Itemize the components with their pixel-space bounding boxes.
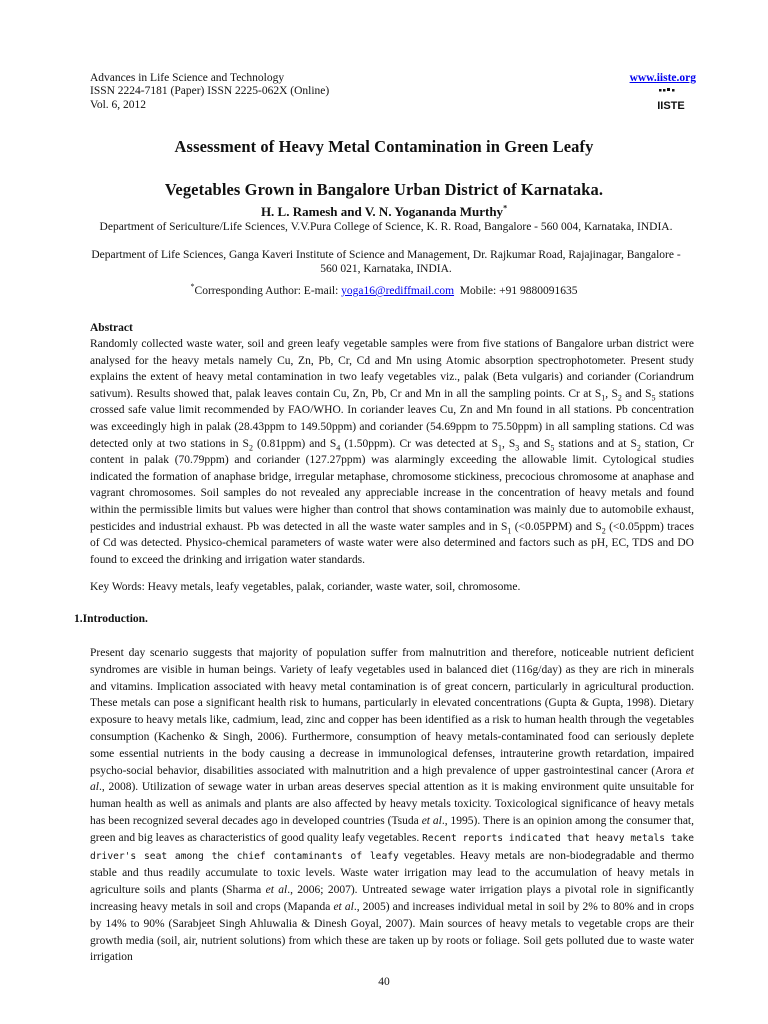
corresponding-mark: * bbox=[190, 282, 195, 292]
corresponding-author bbox=[0, 282, 768, 297]
mobile-number: Mobile: +91 9880091635 bbox=[459, 285, 578, 297]
abstract-heading: Abstract bbox=[90, 322, 133, 334]
journal-url-link[interactable]: www.iiste.org bbox=[629, 72, 696, 84]
iiste-logo-icon bbox=[657, 88, 685, 112]
page-number: 40 bbox=[378, 976, 390, 988]
affiliation-2: Department of Life Sciences, Ganga Kaveri Institute of Science and Management, Dr. Rajkumar Road, Rajajinagar, Bangalore - 560 021, Karnataka, INDIA. bbox=[91, 249, 681, 275]
section-number: 1. bbox=[74, 613, 83, 625]
paper-title-line-2: Vegetables Grown in Bangalore Urban District of Karnataka. bbox=[164, 180, 604, 199]
corresponding-label: Corresponding Author: E-mail: bbox=[194, 285, 342, 297]
journal-name: Advances in Life Science and Technology bbox=[90, 72, 285, 84]
author-mark: * bbox=[503, 203, 508, 213]
author-names: H. L. Ramesh and V. N. Yogananda Murthy bbox=[260, 204, 504, 219]
logo-text: IISTE bbox=[657, 100, 685, 112]
affiliation-1: Department of Sericulture/Life Sciences, V.V.Pura College of Science, K. R. Road, Bangalore - 560 004, Karnataka, INDIA. bbox=[99, 221, 673, 233]
section-title: Introduction. bbox=[82, 613, 148, 625]
issn-line: ISSN 2224-7181 (Paper) ISSN 2225-062X (Online) bbox=[90, 85, 330, 98]
volume-line: Vol. 6, 2012 bbox=[90, 98, 147, 111]
keywords: Key Words: Heavy metals, leafy vegetables, palak, coriander, waste water, soil, chromosome. bbox=[90, 581, 521, 593]
paper-title-line-1: Assessment of Heavy Metal Contamination in Green Leafy bbox=[174, 137, 594, 156]
authors bbox=[0, 204, 768, 220]
email-link[interactable]: yoga16@rediffmail.com bbox=[341, 285, 455, 297]
abstract-body: Randomly collected waste water, soil and green leafy vegetable samples were from five stations of Bangalore urban district were analysed for the heavy metals namely Cu, Zn, Pb, Cr, Cd and Mn using Atomic absorption spectrophotometer. Present study explains the extent of heavy metal contamination in two leafy vegetables viz., palak (Beta vulgaris) and coriander (Coriandrum sativum). Results showed that, palak leaves contain Cu, Zn, Pb, Cr and Mn in all the sampling points. Cr at $S_1$, $S_2$ and $S_5$ stations crossed safe value limit recommended by FAO/WHO. In coriander leaves Cu, Zn and Mn found in all stations. Pb concentration was exceedingly high in palak (28.43ppm to 149.50ppm) and coriander (54.69ppm to 75.50ppm) in all sampling stations. Cd was detected only at two stations in $S_2$ (0.81ppm) and $S_4$ (1.50ppm). Cr was detected at $S_1$, $S_3$ and $S_5$ stations and at $S_2$ station, Cr content in palak (70.79ppm) and coriander (127.27ppm) was alarmingly exceeding the allowable limit. Cytological studies indicated the formation of anaphase bridge, irregular metaphase, chromosome stickiness, precocious chromosome at anaphase and vagrant chromosomes. Soil samples do not revealed any appreciable increase in the concentration of heavy metals and found within the permissible limits but values were higher than control that shows contamination was mainly due to automobile exhaust, pesticides and industrial exhaust. Pb was detected in all the waste water samples and in $S_1$ (<0.05PPM) and $S_2$ (<0.05ppm) traces of Cd was detected. Physico-chemical parameters of waste water were also determined and factors such as pH, EC, TDS and DO found to exceed the drinking and irrigation water standards. bbox=[90, 338, 695, 566]
journal-header bbox=[90, 72, 329, 112]
section-heading-introduction bbox=[74, 613, 148, 625]
introduction-body: Present day scenario suggests that majority of population suffer from malnutrition and therefore, noticeable nutrient deficient syndromes are visible in human beings. Variety of leafy vegetables used in balanced diet (116g/day) as they are rich in minerals and vitamins. Implication associated with heavy metal contamination is of great concern, particularly in agricultural production. These metals can pose a significant health risk to humans, particularly in elevated concentrations (Gupta & Gupta, 1998). Dietary exposure to heavy metals like, cadmium, lead, zinc and copper has been identified as a risk to human health through the vegetables consumption (Kachenko & Singh, 2006). Furthermore, consumption of heavy metals-contaminated food can seriously deplete some essential nutrients in the body causing a decrease in immunological defenses, intrauterine growth retardation, impaired psycho-social behavior, disabilities associated with malnutrition and a high prevalence of upper gastrointestinal cancer (Arora et al., 2008). Utilization of sewage water in urban areas deserves special attention as it is making environment quite unsuitable for human health as well as animals and plants are also affected by heavy metals toxicity. Toxicological significance of heavy metals has been recognized several decades ago in developed countries (Tsuda et al., 1995). There is an opinion among the consumer that, green and big leaves as characteristics of good quality leafy vegetables. Recent reports indicated that heavy metals take driver's seat among the chief contaminants of leafy vegetables. Heavy metals are non-biodegradable and thermo stable and thus readily accumulate to toxic levels. Waste water irrigation may lead to the accumulation of heavy metals in agriculture soils and plants (Sharma et al., 2006; 2007). Untreated sewage water irrigation plays a pivotal role in significantly increasing heavy metals in soil and crops (Mapanda et al., 2005) and increases individual metal in soil by 2% to 80% and in crops by 14% to 90% (Sarabjeet Singh Ahluwalia & Dinesh Goyal, 2007). Main sources of heavy metals to vegetable crops are their growth media (soil, air, nutrient solutions) from which these are taken up by roots or foliage. Soil gets polluted due to waste water irrigation bbox=[90, 647, 695, 964]
